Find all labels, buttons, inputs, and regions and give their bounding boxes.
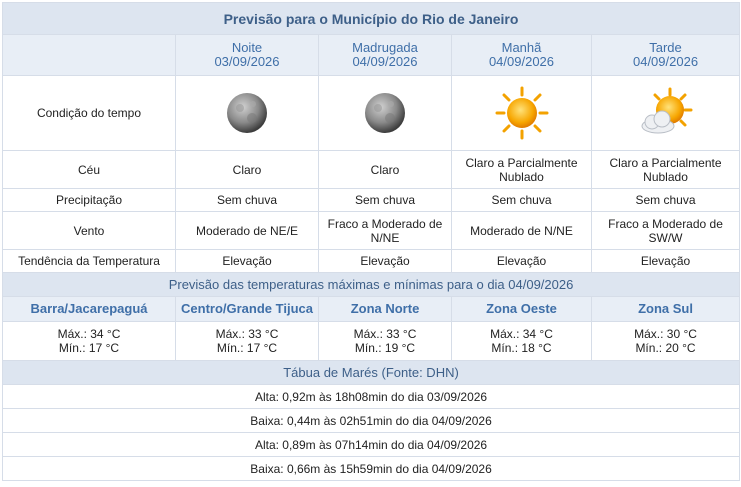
sky-cell: Claro (176, 151, 319, 189)
header-blank (3, 35, 176, 76)
temperature-trend-row (3, 250, 740, 273)
precipitation-cell: Sem chuva (452, 189, 592, 212)
condition-row (3, 76, 740, 151)
row-label: Precipitação (3, 189, 176, 212)
trend-cell: Elevação (176, 250, 319, 273)
sun-icon (495, 86, 549, 140)
moon-icon (222, 88, 272, 138)
forecast-table (2, 2, 740, 481)
wind-row (3, 212, 740, 250)
zone-temps (452, 322, 592, 361)
temp-min: Mín.: 17 °C (58, 341, 120, 355)
trend-cell: Elevação (319, 250, 452, 273)
zone-name: Zona Sul (592, 297, 740, 322)
condition-cell (176, 76, 319, 151)
zones-header-row (3, 297, 740, 322)
zone-name: Centro/Grande Tijuca (176, 297, 319, 322)
condition-cell (452, 76, 592, 151)
page-title: Previsão para o Município do Rio de Janeiro (3, 3, 740, 35)
wind-cell: Fraco a Moderado de N/NE (319, 212, 452, 250)
zone-name: Barra/Jacarepaguá (3, 297, 176, 322)
row-label: Vento (3, 212, 176, 250)
row-label: Céu (3, 151, 176, 189)
period-date: 03/09/2026 (214, 54, 280, 69)
zone-temps (592, 322, 740, 361)
period-name: Manhã (501, 40, 542, 55)
temp-max: Máx.: 33 °C (215, 327, 279, 341)
temp-min: Mín.: 17 °C (216, 341, 278, 355)
period-name: Noite (231, 40, 263, 55)
condition-cell (592, 76, 740, 151)
temp-max: Máx.: 33 °C (353, 327, 417, 341)
period-header-row (3, 35, 740, 76)
period-name: Madrugada (352, 40, 418, 55)
temperatures-title: Previsão das temperaturas máximas e mínimas para o dia 04/09/2026 (3, 273, 740, 297)
temp-min: Mín.: 19 °C (354, 341, 416, 355)
temp-max: Máx.: 34 °C (490, 327, 553, 341)
condition-cell (319, 76, 452, 151)
row-label: Condição do tempo (3, 76, 176, 151)
sky-cell: Claro (319, 151, 452, 189)
tide-entry: Alta: 0,92m às 18h08min do dia 03/09/2026 (3, 385, 740, 409)
zone-temps (3, 322, 176, 361)
sun-cloud-icon (638, 86, 694, 140)
trend-cell: Elevação (592, 250, 740, 273)
trend-cell: Elevação (452, 250, 592, 273)
precipitation-cell: Sem chuva (176, 189, 319, 212)
temp-min: Mín.: 20 °C (635, 341, 696, 355)
period-name: Tarde (649, 40, 682, 55)
temp-min: Mín.: 18 °C (491, 341, 552, 355)
wind-cell: Fraco a Moderado de SW/W (592, 212, 740, 250)
wind-cell: Moderado de NE/E (176, 212, 319, 250)
tide-entry: Alta: 0,89m às 07h14min do dia 04/09/2026 (3, 433, 740, 457)
precipitation-cell: Sem chuva (592, 189, 740, 212)
sky-cell: Claro a Parcialmente Nublado (452, 151, 592, 189)
temp-max: Máx.: 30 °C (634, 327, 697, 341)
period-header (592, 35, 740, 76)
period-date: 04/09/2026 (488, 54, 555, 69)
tide-entry: Baixa: 0,66m às 15h59min do dia 04/09/2026 (3, 457, 740, 481)
wind-cell: Moderado de N/NE (452, 212, 592, 250)
sky-cell: Claro a Parcialmente Nublado (592, 151, 740, 189)
temp-max: Máx.: 34 °C (57, 327, 121, 341)
zones-temps-row (3, 322, 740, 361)
precipitation-cell: Sem chuva (319, 189, 452, 212)
zone-name: Zona Oeste (452, 297, 592, 322)
zone-name: Zona Norte (319, 297, 452, 322)
row-label: Tendência da Temperatura (3, 250, 176, 273)
sky-row (3, 151, 740, 189)
tides-title: Tábua de Marés (Fonte: DHN) (3, 361, 740, 385)
period-date: 04/09/2026 (352, 54, 418, 69)
precipitation-row (3, 189, 740, 212)
period-header (176, 35, 319, 76)
period-header (319, 35, 452, 76)
moon-icon (360, 88, 410, 138)
period-date: 04/09/2026 (632, 54, 699, 69)
zone-temps (176, 322, 319, 361)
zone-temps (319, 322, 452, 361)
tide-entry: Baixa: 0,44m às 02h51min do dia 04/09/2026 (3, 409, 740, 433)
period-header (452, 35, 592, 76)
